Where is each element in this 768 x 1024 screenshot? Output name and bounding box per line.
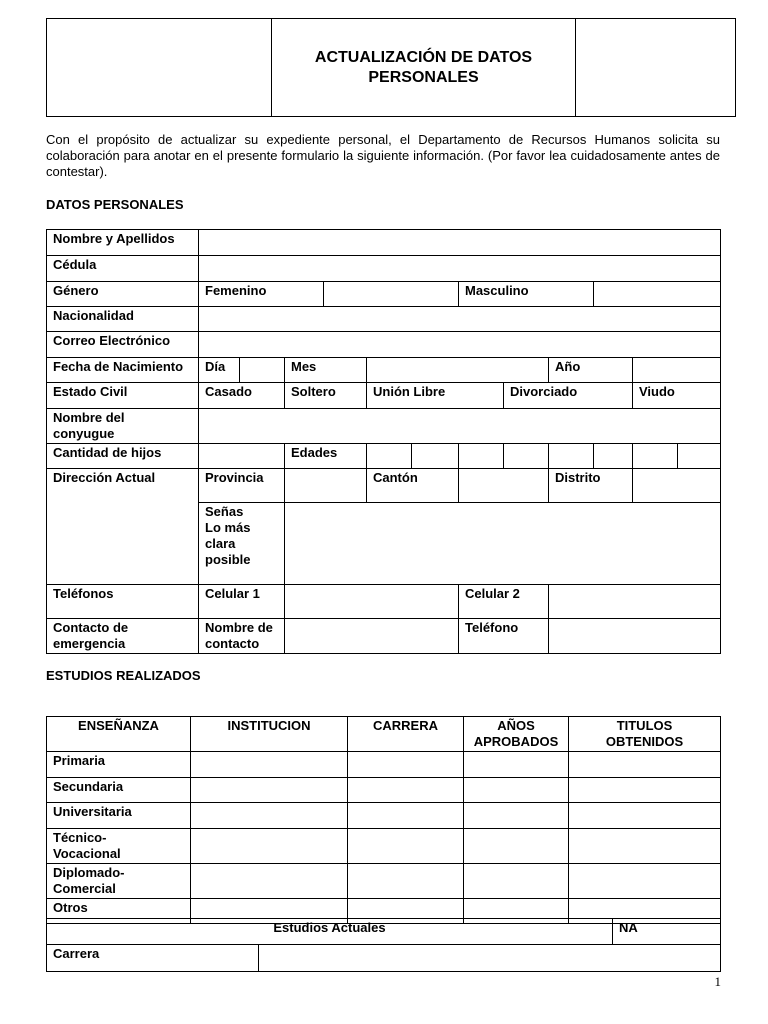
col-header-titulos-obtenidos: TITULOS OBTENIDOS xyxy=(569,717,721,752)
page-number: 1 xyxy=(714,974,721,989)
input-edad-1[interactable] xyxy=(367,444,412,469)
input-cell[interactable] xyxy=(191,829,348,864)
input-correo[interactable] xyxy=(199,332,721,358)
input-cell[interactable] xyxy=(464,829,569,864)
option-soltero[interactable]: Soltero xyxy=(285,383,367,409)
label-telefonos: Teléfonos xyxy=(47,585,199,619)
option-casado[interactable]: Casado xyxy=(199,383,285,409)
label-distrito: Distrito xyxy=(549,469,633,503)
input-edad-3[interactable] xyxy=(459,444,504,469)
input-cell[interactable] xyxy=(464,778,569,803)
input-canton[interactable] xyxy=(459,469,549,503)
input-nombre[interactable] xyxy=(199,230,721,256)
studies-table xyxy=(46,716,721,924)
label-canton: Cantón xyxy=(367,469,459,503)
input-distrito[interactable] xyxy=(633,469,721,503)
input-dia[interactable] xyxy=(240,358,285,383)
col-header-ensenanza: ENSEÑANZA xyxy=(47,717,191,752)
input-edad-7[interactable] xyxy=(633,444,678,469)
input-anio[interactable] xyxy=(633,358,721,383)
table-row xyxy=(47,752,721,778)
input-masculino[interactable] xyxy=(594,282,721,307)
input-mes[interactable] xyxy=(367,358,549,383)
label-anio: Año xyxy=(549,358,633,383)
input-cell[interactable] xyxy=(569,803,721,829)
input-cell[interactable] xyxy=(348,864,464,899)
col-header-anios-aprobados: AÑOS APROBADOS xyxy=(464,717,569,752)
label-edades: Edades xyxy=(285,444,367,469)
label-nacionalidad: Nacionalidad xyxy=(47,307,199,332)
input-cell[interactable] xyxy=(191,803,348,829)
form-header xyxy=(46,18,736,117)
input-cantidad-hijos[interactable] xyxy=(199,444,285,469)
input-cell[interactable] xyxy=(191,778,348,803)
input-edad-8[interactable] xyxy=(678,444,721,469)
label-femenino: Femenino xyxy=(199,282,324,307)
input-femenino[interactable] xyxy=(324,282,459,307)
input-edad-2[interactable] xyxy=(412,444,459,469)
label-celular-1: Celular 1 xyxy=(199,585,285,619)
label-mes: Mes xyxy=(285,358,367,383)
current-studies-table xyxy=(46,918,721,972)
row-label-universitaria: Universitaria xyxy=(47,803,191,829)
input-cell[interactable] xyxy=(191,752,348,778)
intro-paragraph: Con el propósito de actualizar su expediente personal, el Departamento de Recursos Humanos solicita su colaboración para anotar en el presente formulario la siguiente información. (Por favor lea cuidadosamente antes de contestar). xyxy=(46,132,720,179)
label-nombre-contacto: Nombre de contacto xyxy=(199,619,285,654)
row-label-secundaria: Secundaria xyxy=(47,778,191,803)
label-senas: Señas Lo más clara posible xyxy=(199,503,285,585)
input-conyugue[interactable] xyxy=(199,409,721,444)
table-row xyxy=(47,829,721,864)
row-label-primaria: Primaria xyxy=(47,752,191,778)
option-viudo[interactable]: Viudo xyxy=(633,383,721,409)
input-carrera-actual[interactable] xyxy=(259,945,721,972)
input-cell[interactable] xyxy=(348,778,464,803)
personal-data-table xyxy=(46,229,721,654)
col-header-institucion: INSTITUCION xyxy=(191,717,348,752)
label-na[interactable]: NA xyxy=(613,919,721,945)
input-nombre-contacto[interactable] xyxy=(285,619,459,654)
label-provincia: Provincia xyxy=(199,469,285,503)
input-edad-4[interactable] xyxy=(504,444,549,469)
label-estado-civil: Estado Civil xyxy=(47,383,199,409)
label-telefono-contacto: Teléfono xyxy=(459,619,549,654)
row-label-otros: Otros xyxy=(47,899,191,924)
label-celular-2: Celular 2 xyxy=(459,585,549,619)
option-divorciado[interactable]: Divorciado xyxy=(504,383,633,409)
input-cell[interactable] xyxy=(348,803,464,829)
section-heading-estudios: ESTUDIOS REALIZADOS xyxy=(46,668,201,683)
label-estudios-actuales: Estudios Actuales xyxy=(47,919,613,945)
row-label-tecnico-vocacional: Técnico- Vocacional xyxy=(47,829,191,864)
input-cell[interactable] xyxy=(464,864,569,899)
input-provincia[interactable] xyxy=(285,469,367,503)
label-direccion: Dirección Actual xyxy=(47,469,199,585)
label-cantidad-hijos: Cantidad de hijos xyxy=(47,444,199,469)
label-conyugue: Nombre del conyugue xyxy=(47,409,199,444)
form-title: ACTUALIZACIÓN DE DATOS PERSONALES xyxy=(272,19,576,117)
input-nacionalidad[interactable] xyxy=(199,307,721,332)
input-edad-6[interactable] xyxy=(594,444,633,469)
input-cedula[interactable] xyxy=(199,256,721,282)
input-celular-1[interactable] xyxy=(285,585,459,619)
input-cell[interactable] xyxy=(191,864,348,899)
input-edad-5[interactable] xyxy=(549,444,594,469)
input-cell[interactable] xyxy=(348,752,464,778)
input-cell[interactable] xyxy=(348,829,464,864)
label-fecha-nacimiento: Fecha de Nacimiento xyxy=(47,358,199,383)
section-heading-datos-personales: DATOS PERSONALES xyxy=(46,197,184,212)
label-dia: Día xyxy=(199,358,240,383)
table-row xyxy=(47,803,721,829)
header-right-cell xyxy=(576,19,736,117)
input-cell[interactable] xyxy=(464,803,569,829)
label-contacto-emergencia: Contacto de emergencia xyxy=(47,619,199,654)
input-celular-2[interactable] xyxy=(549,585,721,619)
label-genero: Género xyxy=(47,282,199,307)
table-row xyxy=(47,778,721,803)
label-correo: Correo Electrónico xyxy=(47,332,199,358)
input-telefono-contacto[interactable] xyxy=(549,619,721,654)
row-label-diplomado-comercial: Diplomado- Comercial xyxy=(47,864,191,899)
label-cedula: Cédula xyxy=(47,256,199,282)
input-cell[interactable] xyxy=(569,829,721,864)
col-header-carrera: CARRERA xyxy=(348,717,464,752)
input-cell[interactable] xyxy=(569,752,721,778)
input-cell[interactable] xyxy=(569,864,721,899)
table-row xyxy=(47,864,721,899)
input-cell[interactable] xyxy=(569,778,721,803)
header-left-cell xyxy=(47,19,272,117)
label-masculino: Masculino xyxy=(459,282,594,307)
option-union-libre[interactable]: Unión Libre xyxy=(367,383,504,409)
input-senas[interactable] xyxy=(285,503,721,585)
label-nombre: Nombre y Apellidos xyxy=(47,230,199,256)
label-carrera-actual: Carrera xyxy=(47,945,259,972)
input-cell[interactable] xyxy=(464,752,569,778)
